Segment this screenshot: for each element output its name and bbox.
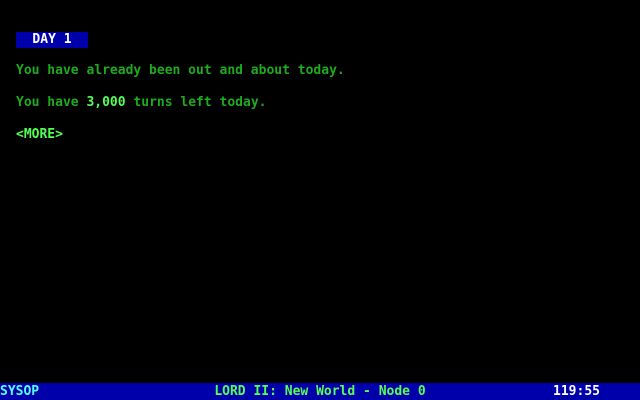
status-bar (0, 383, 640, 400)
turns-prefix: You have (16, 95, 87, 110)
time-left: 119:55 (553, 384, 600, 399)
user-name: SYSOP (0, 384, 40, 399)
message-already-out: You have already been out and about today. (16, 63, 345, 78)
more-prompt[interactable]: <MORE> (16, 127, 63, 142)
game-title: LORD II: New World - Node 0 (214, 384, 426, 399)
turns-suffix: turns left today. (125, 95, 267, 110)
turns-count: 3,000 (86, 95, 126, 110)
day-badge: DAY 1 (16, 32, 88, 48)
message-turns-left (16, 95, 266, 111)
